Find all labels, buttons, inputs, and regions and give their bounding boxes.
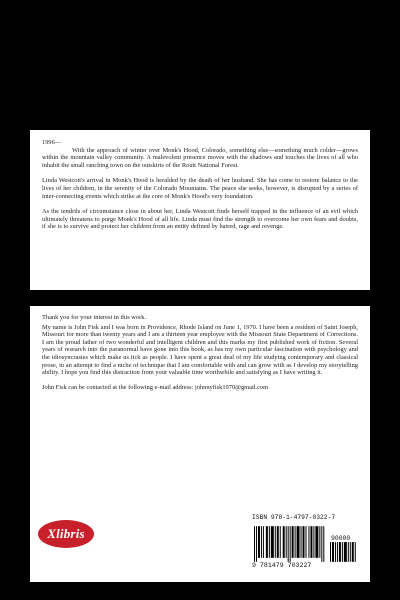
blurb-year: 1996— xyxy=(42,139,62,146)
bio-contact: John Fisk can be contacted at the following e-mail address: johnnyfisk1970@gmail.com xyxy=(42,383,269,391)
blurb-paragraph-1: With the approach of winter over Monk's Hood, Colorado, something else—something much colder—grows within the mountain valley community. A malevolent presence moves with the shadows and touches the lives of all who inhabit the small ranching town on the outskirts of the Routt National Forest. xyxy=(42,146,358,169)
bio-body: My name is John Fisk and I was born in Providence, Rhode Island on June 1, 1970. I have been a resident of Saint Joseph, Missouri for more than twenty years and I am a thirteen year employee with the Missouri State Department of Corrections. I am the proud father of two wonderful and intelligent children and this marks my first published work of fiction. Several years of research into the paranormal have gone into this book, as has my own particular fascination with psychology and the idiosyncrasies which make us tick as people. I have spent a great deal of my life studying contemporary and classical prose, in an attempt to find a niche of technique that I am comfortable with and can grow with as I develop my storytelling ability. I hope you find this distraction from your valuable time worthwhile and satisfying as I have writing it. xyxy=(42,323,358,377)
blurb-panel xyxy=(30,130,370,290)
blurb-paragraph-3: As the tendrils of circumstance close in about her, Linda Westcott finds herself trapped in the influence of an evil which ultimately threatens to purge Monk's Hood of all life. Linda must find the strength to overcome her own fears and doubts, if she is to survive and protect her children from an entity defined by hatred, rage and revenge. xyxy=(42,208,358,231)
blurb xyxy=(42,139,358,231)
isbn-label: ISBN 978-1-4797-0322-7 xyxy=(252,514,336,521)
author-panel xyxy=(30,306,370,582)
bio-thanks: Thank you for your interest in this work. xyxy=(42,314,147,321)
author-bio xyxy=(42,314,358,391)
blurb-paragraph-2: Linda Westcott's arrival in Monk's Hood is heralded by the death of her husband. She has come to restore balance to the lives of her children, in the serenity of the Colorado Mountains. The peace she seeks, however, is disrupted by a series of inter-connecting events which strike at the core of Monk's Hood's very foundation. xyxy=(42,177,358,200)
ean-barcode-icon xyxy=(254,526,327,562)
addon-barcode-icon xyxy=(330,534,358,562)
xlibris-logo: Xlibris xyxy=(38,520,94,548)
ean-digits: 9 781479 703227 xyxy=(252,562,312,569)
barcode xyxy=(250,514,358,576)
barcode-bars xyxy=(250,522,358,562)
addon-code: 90000 xyxy=(331,535,351,543)
